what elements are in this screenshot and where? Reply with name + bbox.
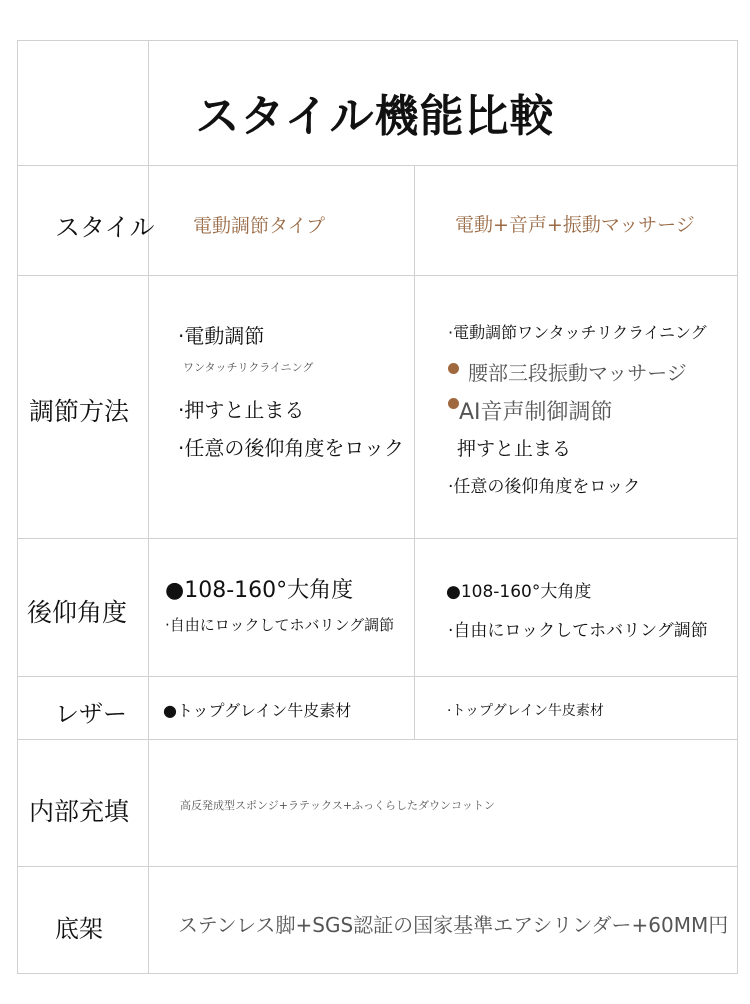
adjust-col2-line: 腰部三段振動マッサージ — [468, 361, 687, 385]
column-divider — [414, 165, 415, 739]
leather-col1: ●トップグレイン牛皮素材 — [163, 701, 352, 720]
bullet-dot — [448, 363, 459, 374]
recline-col2-line: ·自由にロックしてホバリング調節 — [448, 621, 708, 641]
adjust-col1-line: ·電動調節 — [178, 324, 265, 348]
row-label-filling: 内部充填 — [29, 797, 130, 826]
row-divider — [17, 866, 738, 867]
comparison-table — [17, 40, 738, 974]
row-divider — [17, 538, 738, 539]
row-label-style: スタイル — [55, 213, 155, 242]
adjust-col2-line: 押すと止まる — [457, 438, 572, 460]
base-value: ステンレス脚+SGS認証の国家基準エアシリンダー+60MM円 — [178, 913, 729, 937]
row-label-recline: 後仰角度 — [27, 598, 128, 627]
adjust-col2-line: ·任意の後仰角度をロック — [448, 477, 641, 497]
adjust-col1-line: ワンタッチリクライニング — [183, 361, 314, 374]
recline-col1-line: ●108-160°大角度 — [165, 578, 354, 603]
page-title: スタイル機能比較 — [195, 91, 555, 142]
recline-col2-line: ●108-160°大角度 — [446, 582, 592, 602]
row-divider — [17, 676, 738, 677]
filling-value: 高反発成型スポンジ+ラテックス+ふっくらしたダウンコットン — [180, 799, 495, 812]
row-label-base: 底架 — [55, 915, 103, 943]
adjust-col2-line: ·電動調節ワンタッチリクライニング — [448, 323, 707, 342]
style-col2: 電動+音声+振動マッサージ — [455, 214, 695, 236]
row-divider — [17, 165, 738, 166]
leather-col2: ·トップグレイン牛皮素材 — [447, 703, 604, 719]
row-divider — [17, 275, 738, 276]
bullet-dot — [448, 398, 459, 409]
style-col1: 電動調節タイプ — [193, 215, 326, 237]
row-divider — [17, 739, 738, 740]
adjust-col1-line: ·任意の後仰角度をロック — [178, 436, 404, 460]
row-label-leather: レザー — [55, 700, 127, 728]
recline-col1-line: ·自由にロックしてホバリング調節 — [165, 616, 395, 634]
adjust-col2-line: AI音声制御調節 — [459, 400, 613, 425]
adjust-col1-line: ·押すと止まる — [178, 398, 305, 422]
column-divider — [148, 40, 149, 974]
row-label-adjust: 調節方法 — [29, 397, 130, 426]
